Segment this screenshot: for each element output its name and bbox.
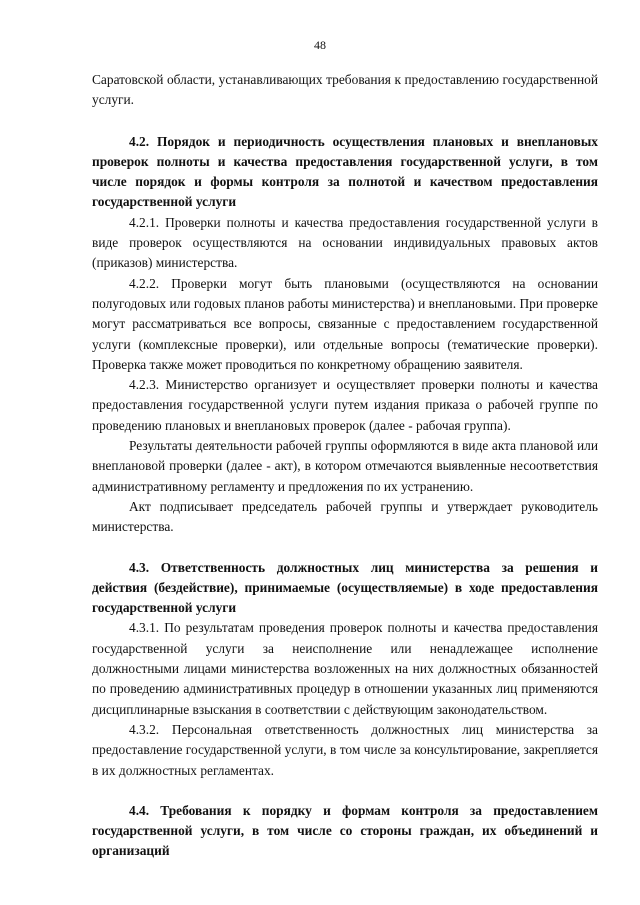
page-number: 48: [314, 38, 326, 52]
paragraph-intro-continuation: Саратовской области, устанавливающих требования к предоставлению государственной услуги.: [92, 72, 598, 108]
section-spacer: [92, 781, 598, 801]
paragraph-4-3-2: 4.3.2. Персональная ответственность должностных лиц министерства за предоставление государственной услуги, в том числе за консультирование, закрепляется в их должностных регламентах.: [92, 721, 598, 778]
section-heading-4-3: 4.3. Ответственность должностных лиц министерства за решения и действия (бездействие), принимаемые (осуществляемые) в ходе предоставления государственной услуги: [92, 559, 598, 616]
document-body: [92, 70, 598, 862]
paragraph-results: Результаты деятельности рабочей группы оформляются в виде акта плановой или внеплановой проверки (далее - акт), в котором отмечаются выявленные несоответствия административному регламенту и предложения по их устранению.: [92, 438, 598, 494]
section-spacer: [92, 111, 598, 132]
paragraph-4-2-3: 4.2.3. Министерство организует и осуществляет проверки полноты и качества предоставления государственной услуги путем издания приказа о рабочей группе по проведению плановых и внеплановых проверок (далее - рабочая группа).: [92, 377, 598, 433]
paragraph-4-2-1: 4.2.1. Проверки полноты и качества предоставления государственной услуги в виде проверок осуществляются на основании индивидуальных правовых актов (приказов) министерства.: [92, 214, 598, 271]
section-heading-4-4: 4.4. Требования к порядку и формам контроля за предоставлением государственной услуги, в том числе со стороны граждан, их объединений и организаций: [92, 802, 598, 859]
paragraph-act-signature: Акт подписывает председатель рабочей группы и утверждает руководитель министерства.: [92, 498, 598, 535]
section-heading-4-2: 4.2. Порядок и периодичность осуществления плановых и внеплановых проверок полноты и качества предоставления государственной услуги, в том числе порядок и формы контроля за полнотой и качеством предоставления государственной услуги: [92, 133, 598, 210]
paragraph-4-3-1: 4.3.1. По результатам проведения проверок полноты и качества предоставления государственной услуги за неисполнение или ненадлежащее исполнение должностными лицами министерства возложенных на них должностных обязанностей по проведению административных процедур в отношении указанных лиц применяются дисциплинарные взыскания в соответствии с действующим законодательством.: [92, 620, 598, 717]
paragraph-4-2-2: 4.2.2. Проверки могут быть плановыми (осуществляются на основании полугодовых или годовых планов работы министерства) и внеплановыми. При проверке могут рассматриваться все вопросы, связанные с предоставлением государственной услуги (комплексные проверки), или отдельные вопросы (тематические проверки). Проверка также может проводиться по конкретному обращению заявителя.: [92, 275, 598, 372]
section-spacer: [92, 538, 598, 558]
